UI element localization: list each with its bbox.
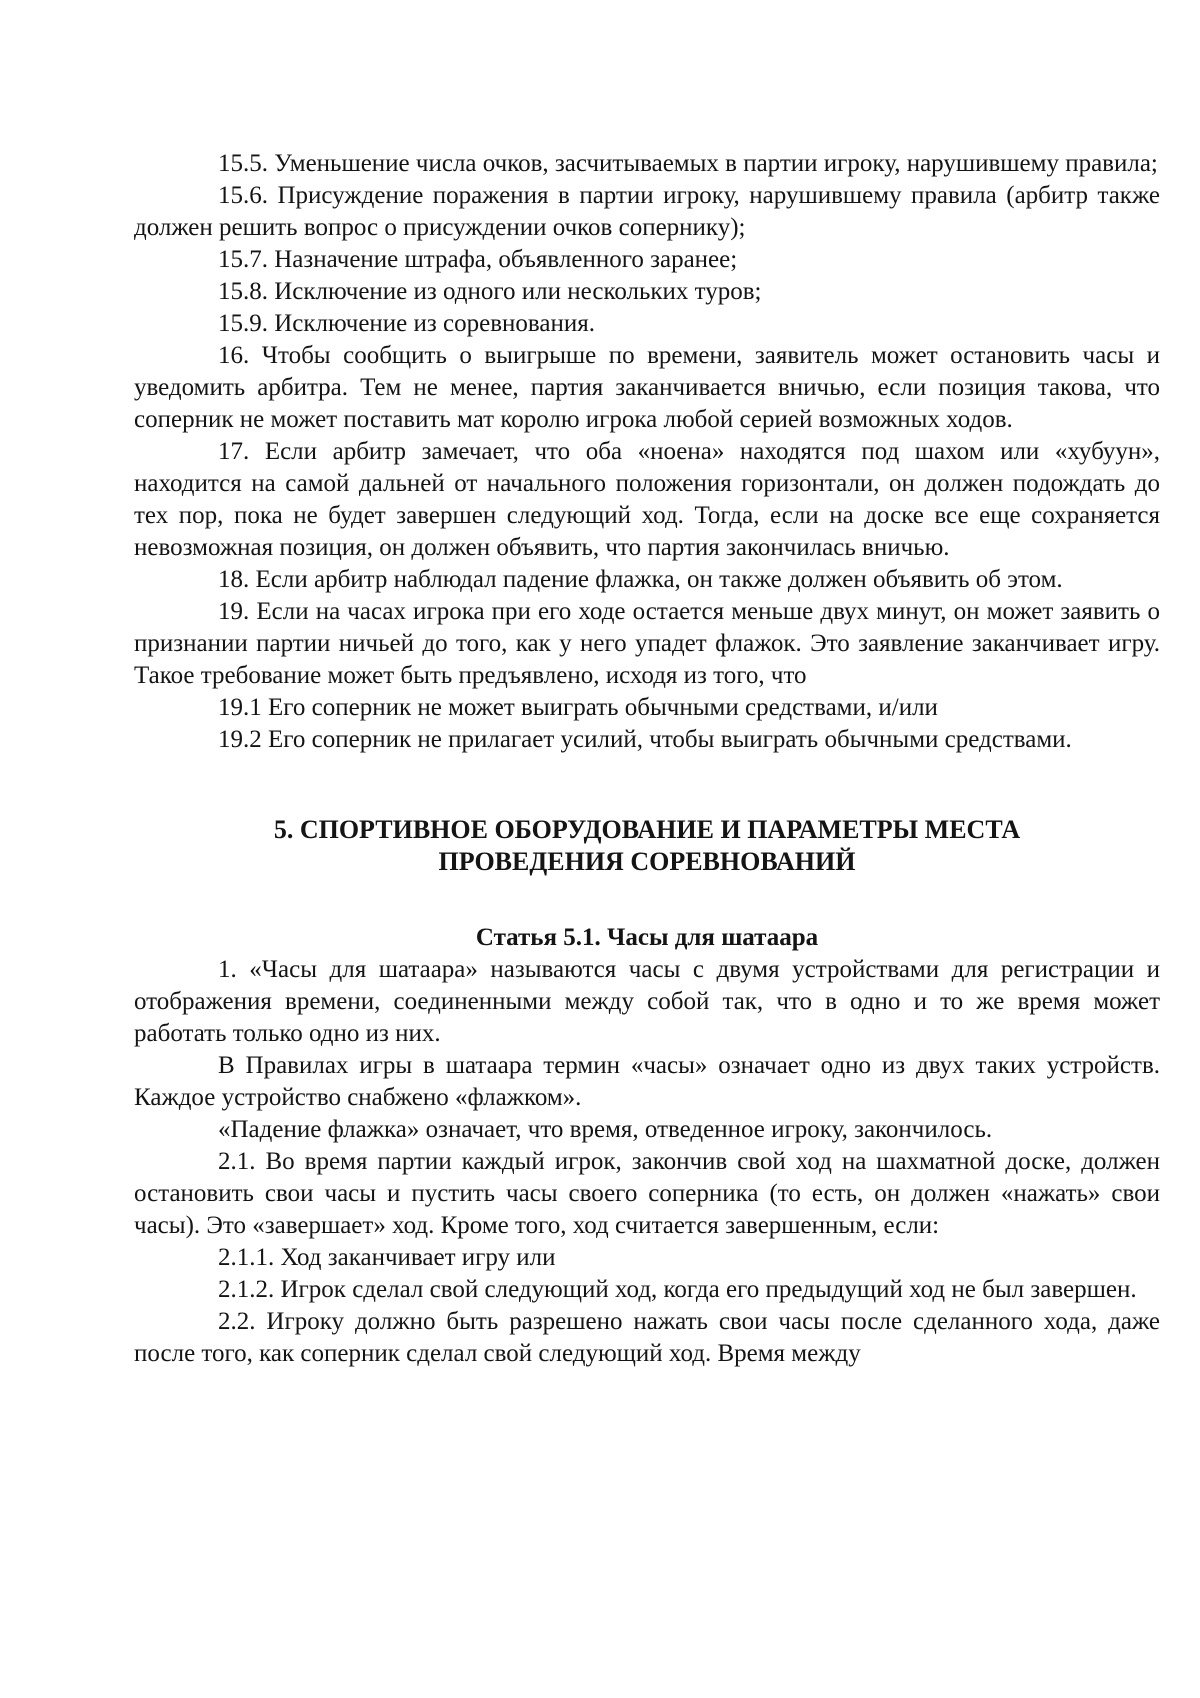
paragraph-15-8: 15.8. Исключение из одного или нескольких туров; [218,278,762,305]
paragraph-clock-term: В Правилах игры в шатаара термин «часы» означает одно из двух таких устройств. Каждое устройство снабжено «флажком». [134,1052,1160,1111]
paragraph-18: 18. Если арбитр наблюдал падение флажка, он также должен объявить об этом. [218,566,1063,593]
paragraph-15-7: 15.7. Назначение штрафа, объявленного заранее; [218,246,738,273]
paragraph-2-2: 2.2. Игроку должно быть разрешено нажать свои часы после сделанного хода, даже после того, как соперник сделал свой следующий ход. Время между [134,1308,1160,1367]
section-heading-line-2: ПРОВЕДЕНИЯ СОРЕВНОВАНИЙ [438,847,856,876]
paragraph-15-5: 15.5. Уменьшение числа очков, засчитываемых в партии игроку, нарушившему правила; [218,150,1158,177]
section-heading [134,814,1160,878]
paragraph-15-6: 15.6. Присуждение поражения в партии игроку, нарушившему правила (арбитр также должен решить вопрос о присуждении очков сопернику); [134,182,1160,241]
paragraph-flag-fall: «Падение флажка» означает, что время, отведенное игроку, закончилось. [218,1116,993,1143]
paragraph-17: 17. Если арбитр замечает, что оба «ноена» находятся под шахом или «хубуун», находится на самой дальней от начального положения горизонтали, он должен подождать до тех пор, пока не будет завершен следующий ход. Тогда, если на доске все еще сохраняется невозможная позиция, он должен объявить, что партия закончилась вничью. [134,438,1160,561]
paragraph-2-1-2: 2.1.2. Игрок сделал свой следующий ход, когда его предыдущий ход не был завершен. [218,1276,1137,1303]
paragraph-19-2: 19.2 Его соперник не прилагает усилий, чтобы выиграть обычными средствами. [218,726,1072,753]
paragraph-19: 19. Если на часах игрока при его ходе остается меньше двух минут, он может заявить о признании партии ничьей до того, как у него упадет флажок. Это заявление заканчивает игру. Такое требование может быть предъявлено, исходя из того, что [134,598,1160,689]
paragraph-15-9: 15.9. Исключение из соревнования. [218,310,595,337]
article-heading: Статья 5.1. Часы для шатаара [475,924,819,951]
paragraph-clock-definition: 1. «Часы для шатаара» называются часы с двумя устройствами для регистрации и отображения времени, соединенными между собой так, что в одно и то же время может работать только одно из них. [134,956,1160,1047]
document-body [134,148,1160,1370]
paragraph-19-1: 19.1 Его соперник не может выиграть обычными средствами, и/или [218,694,938,721]
paragraph-16: 16. Чтобы сообщить о выигрыше по времени, заявитель может остановить часы и уведомить арбитра. Тем не менее, партия заканчивается вничью, если позиция такова, что соперник не может поставить мат королю игрока любой серией возможных ходов. [134,342,1160,433]
paragraph-2-1: 2.1. Во время партии каждый игрок, закончив свой ход на шахматной доске, должен остановить свои часы и пустить часы своего соперника (то есть, он должен «нажать» свои часы). Это «завершает» ход. Кроме того, ход считается завершенным, если: [134,1148,1160,1239]
paragraph-2-1-1: 2.1.1. Ход заканчивает игру или [218,1244,556,1271]
section-heading-line-1: 5. СПОРТИВНОЕ ОБОРУДОВАНИЕ И ПАРАМЕТРЫ МЕСТА [273,815,1021,844]
